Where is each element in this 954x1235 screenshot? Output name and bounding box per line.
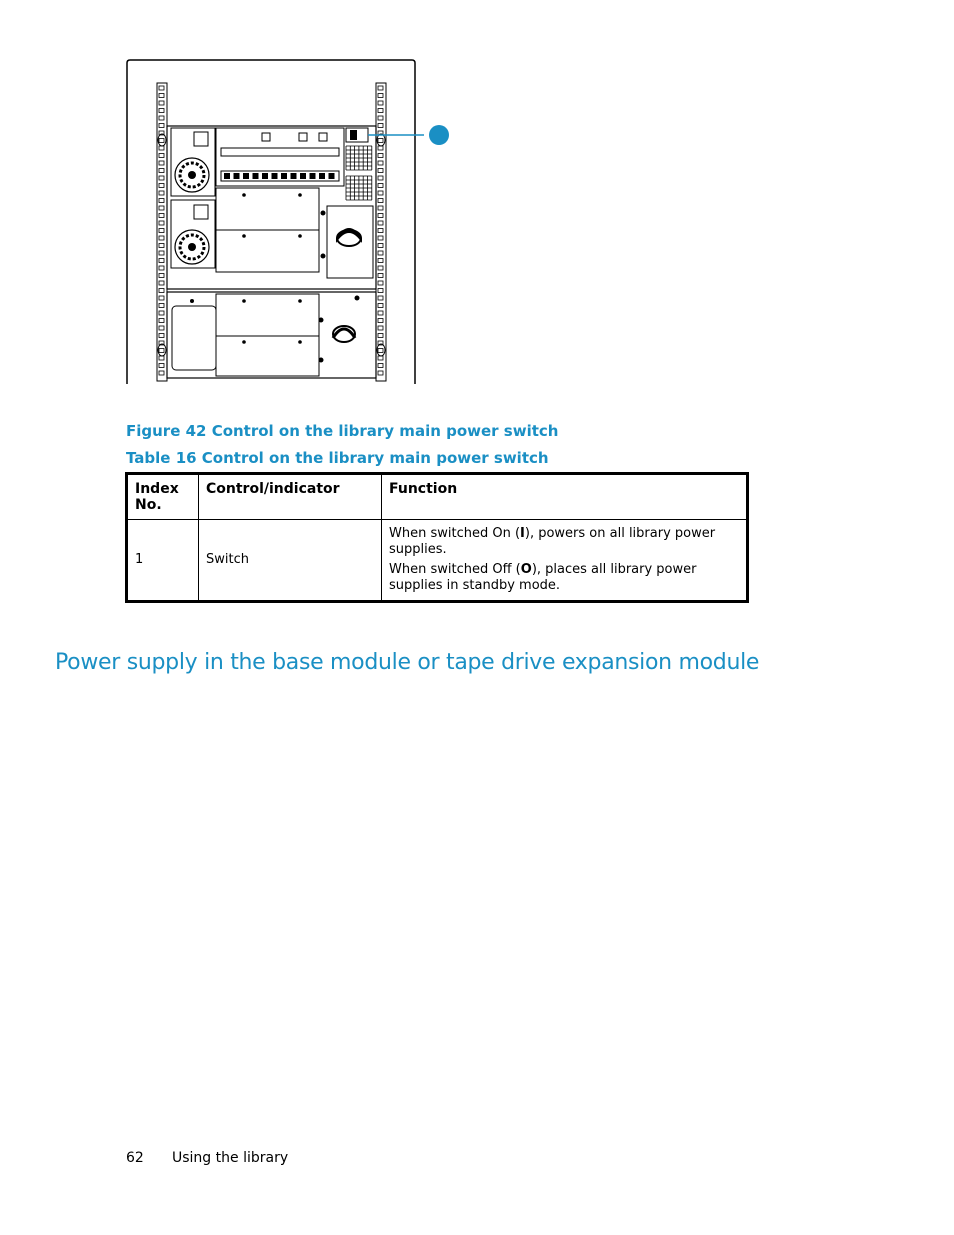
function-off-text: When switched Off (O), places all library power supplies in standby mode. (389, 562, 697, 593)
header-function: Function (382, 474, 748, 520)
section-heading: Power supply in the base module or tape drive expansion module (55, 650, 760, 676)
table-caption: Table 16 Control on the library main power switch (126, 449, 549, 467)
cell-index: 1 (127, 520, 199, 602)
control-table (125, 472, 749, 603)
cell-control: Switch (199, 520, 382, 602)
cell-function (382, 520, 748, 602)
library-rear-view-illustration (124, 58, 454, 386)
rack-diagram (124, 58, 454, 386)
figure-caption: Figure 42 Control on the library main power switch (126, 422, 559, 440)
table-header-row (127, 474, 748, 520)
header-control: Control/indicator (199, 474, 382, 520)
footer-section-title: Using the library (172, 1150, 289, 1166)
callout-marker-1 (429, 125, 449, 145)
function-on-text: When switched On (I), powers on all library power supplies. (389, 526, 716, 557)
page-number: 62 (126, 1150, 144, 1166)
table-row (127, 520, 748, 602)
header-index: Index No. (127, 474, 199, 520)
